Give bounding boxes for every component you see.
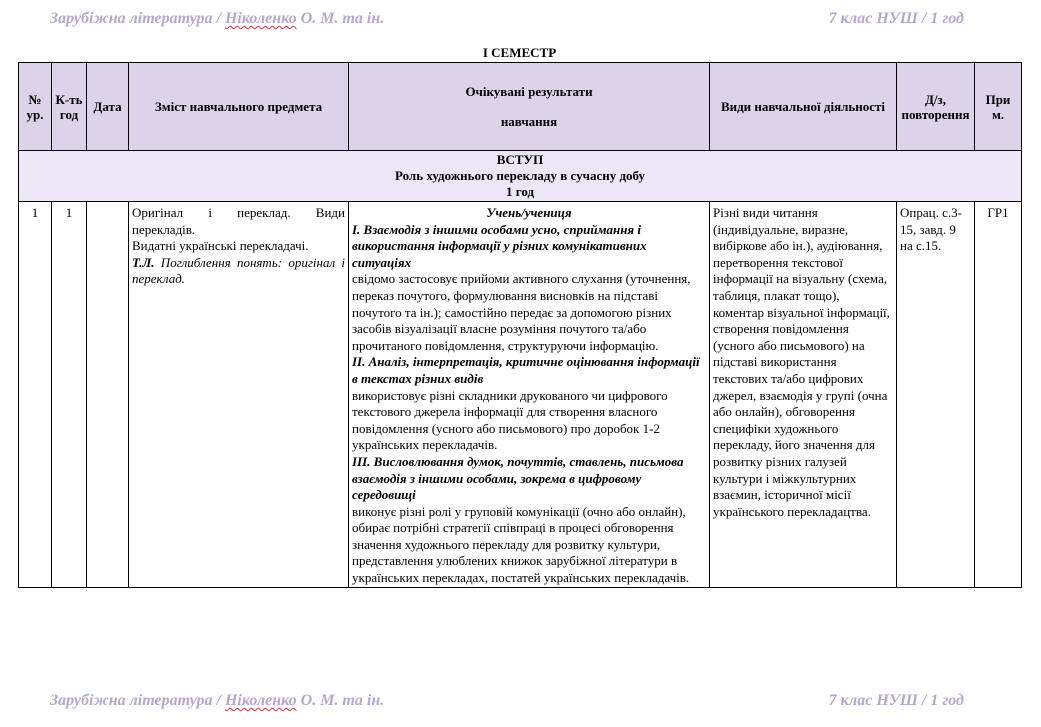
cell-date: [87, 202, 129, 588]
results-text-1: свідомо застосовує прийоми активного слухання (уточнення, переказ почутого, формулювання висновків на підставі почутого та ін.); самостійно передає за допомогою різних засобів візуалізації власне розуміння почутого та/або прочитаного повідомлення, структуруючи інформацію.: [352, 271, 691, 353]
footer-grade: 7 клас НУШ / 1 год: [828, 692, 964, 709]
header-author-initials: О. М. та ін.: [296, 10, 385, 27]
results-heading-1: I. Взаємодія з іншими особами усно, сприймання і використання інформації у різних комунікативних ситуаціях: [352, 221, 647, 270]
header-homework: Д/з, повторення: [897, 63, 975, 151]
cell-content: [129, 202, 349, 588]
cell-lesson-number: 1: [19, 202, 52, 588]
header-notes: При м.: [975, 63, 1022, 151]
theory-text: Поглиблення понять: оригінал і переклад.: [132, 254, 345, 287]
lesson-plan-table: [18, 62, 1022, 588]
section-title: [19, 151, 1022, 202]
table-row: [19, 202, 1022, 588]
results-text-2: використовує різні складники друкованого чи цифрового текстового джерела інформації для створення власного повідомлення (усного або письмового) про доробок 1-2 українських перекладачів.: [352, 387, 668, 453]
header-expected-results: [349, 63, 710, 151]
header-author: Ніколенко: [224, 10, 297, 27]
section-row: [19, 151, 1022, 202]
header-expected-results-line2: навчання: [500, 114, 558, 129]
header-expected-results-line1: Очікувані результати: [465, 84, 593, 99]
footer-author: Ніколенко: [224, 692, 297, 709]
header-content: Зміст навчального предмета: [129, 63, 349, 151]
results-heading-2: II. Аналіз, інтерпретація, критичне оцінювання інформації в текстах різних видів: [352, 354, 700, 386]
content-translators: Видатні українські перекладачі.: [132, 238, 309, 254]
section-hours: 1 год: [505, 184, 535, 199]
cell-homework: Опрац. с.3-15, завд. 9 на с.15.: [897, 202, 975, 588]
content-topic: Оригінал і переклад. Види перекладів.: [132, 205, 345, 237]
cell-activities: Різні види читання (індивідуальне, виразне, вибіркове або ін.), аудіювання, перетворення текстової інформації на візуальну (схема, таблиця, плакат тощо), коментар візуальної інформації, створення повідомлення (усного або письмового) на підставі використання текстових та/або цифрових джерел, взаємодія у групі (очна або онлайн), обговорення специфіки художнього перекладу, його значення для розвитку різних галузей культури і міжкультурних взаємин, історичної місії українського перекладацтва.: [710, 202, 897, 588]
results-heading: Учень/учениця: [486, 205, 572, 220]
running-header: [50, 10, 964, 28]
results-text-3: виконує різні ролі у груповій комунікації (очно або онлайн), обирає потрібні стратегії співпраці в процесі обговорення значення художнього перекладу для розвитку культури, представлення улюблених книжок зарубіжної літератури в українських перекладах, постатей українських перекладачів.: [352, 503, 690, 586]
content-theory: [132, 255, 345, 288]
header-subject: Зарубіжна література /: [50, 10, 225, 27]
header-activities: Види навчальної діяльності: [710, 63, 897, 151]
footer-subject: Зарубіжна література /: [50, 692, 225, 709]
cell-expected-results: [349, 202, 710, 588]
running-footer: [50, 692, 964, 710]
results-heading-3: III. Висловлювання думок, почуттів, ставлень, письмова взаємодія з іншими особами, зокрема в цифровому середовищі: [352, 453, 684, 503]
header-date: Дата: [87, 63, 129, 151]
header-grade: 7 клас НУШ / 1 год: [828, 10, 964, 27]
semester-title: І СЕМЕСТР: [482, 45, 557, 60]
header-lesson-number: № ур.: [19, 63, 52, 151]
cell-notes: ГР1: [975, 202, 1022, 588]
header-hours: К-ть год: [52, 63, 87, 151]
section-topic: Роль художнього перекладу в сучасну добу: [394, 168, 646, 183]
theory-label: Т.Л.: [132, 254, 155, 270]
footer-author-initials: О. М. та ін.: [296, 692, 385, 709]
cell-hours: 1: [52, 202, 87, 588]
section-name: ВСТУП: [496, 152, 544, 167]
table-header-row: [19, 63, 1022, 151]
